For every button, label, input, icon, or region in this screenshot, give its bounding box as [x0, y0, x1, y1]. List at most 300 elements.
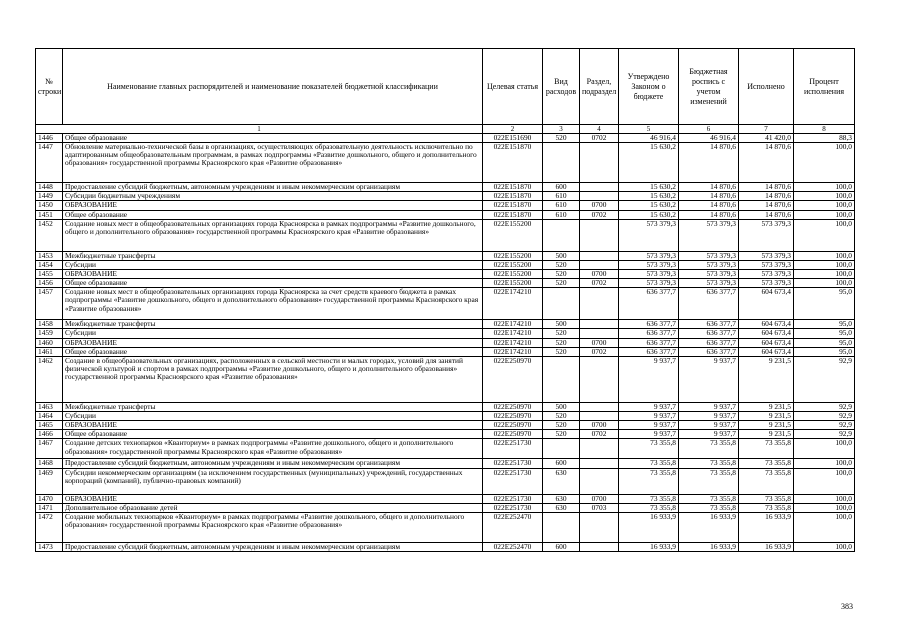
row-percent: 92,9	[794, 430, 855, 439]
row-percent: 92,9	[794, 402, 855, 411]
row-schedule: 73 355,8	[679, 494, 739, 503]
row-name: Межбюджетные трансферты	[63, 251, 483, 260]
row-number: 1472	[36, 512, 63, 542]
row-section: 0702	[580, 134, 619, 143]
header-percent: Процент исполнения	[794, 49, 855, 125]
row-number: 1446	[36, 134, 63, 143]
row-target-article: 022E151870	[483, 192, 543, 201]
table-row	[36, 320, 855, 329]
row-percent: 100,0	[794, 210, 855, 219]
header-name: Наименование главных распорядителей и наименование показателей бюджетной классификации	[63, 49, 483, 125]
row-number: 1467	[36, 439, 63, 459]
table-row	[36, 503, 855, 512]
row-executed: 573 379,3	[739, 251, 794, 260]
row-percent: 100,0	[794, 542, 855, 551]
row-target-article: 022E251730	[483, 439, 543, 459]
row-expense-type: 500	[543, 402, 580, 411]
column-number: 6	[679, 125, 739, 134]
row-target-article: 022E155200	[483, 251, 543, 260]
row-name: ОБРАЗОВАНИЕ	[63, 269, 483, 278]
row-approved: 636 377,7	[619, 288, 679, 320]
row-expense-type	[543, 143, 580, 183]
row-percent: 100,0	[794, 260, 855, 269]
column-number: 5	[619, 125, 679, 134]
table-row	[36, 356, 855, 402]
row-expense-type: 520	[543, 338, 580, 347]
row-name: Дополнительное образование детей	[63, 503, 483, 512]
row-percent: 100,0	[794, 143, 855, 183]
table-row	[36, 494, 855, 503]
row-number: 1457	[36, 288, 63, 320]
row-percent: 100,0	[794, 269, 855, 278]
row-percent: 92,9	[794, 411, 855, 420]
row-name: Создание мобильных технопарков «Кванториум» в рамках подпрограммы «Развитие дошкольного, общего и дополнительного образования» государственной программы Красноярского края «Развитие образования»	[63, 512, 483, 542]
table-row	[36, 210, 855, 219]
row-approved: 73 355,8	[619, 494, 679, 503]
page-number: 383	[841, 602, 853, 611]
row-executed: 573 379,3	[739, 260, 794, 269]
row-approved: 16 933,9	[619, 512, 679, 542]
row-expense-type: 520	[543, 329, 580, 338]
row-percent: 100,0	[794, 439, 855, 459]
row-executed: 73 355,8	[739, 468, 794, 494]
row-approved: 15 630,2	[619, 143, 679, 183]
column-number: 1	[36, 125, 483, 134]
row-section: 0702	[580, 347, 619, 356]
row-name: Субсидии некоммерческим организациям (за исключением государственных (муниципальных) учреждений, государственных корпораций (компаний), публично-правовых компаний)	[63, 468, 483, 494]
table-row	[36, 468, 855, 494]
row-target-article: 022E151870	[483, 183, 543, 192]
row-percent: 100,0	[794, 459, 855, 468]
row-section: 0700	[580, 269, 619, 278]
row-percent: 92,9	[794, 356, 855, 402]
row-approved: 46 916,4	[619, 134, 679, 143]
row-percent: 100,0	[794, 201, 855, 210]
row-number: 1471	[36, 503, 63, 512]
row-schedule: 636 377,7	[679, 288, 739, 320]
row-percent: 95,0	[794, 288, 855, 320]
row-section	[580, 219, 619, 251]
row-name: ОБРАЗОВАНИЕ	[63, 421, 483, 430]
row-approved: 9 937,7	[619, 421, 679, 430]
row-approved: 636 377,7	[619, 338, 679, 347]
row-section	[580, 329, 619, 338]
row-executed: 16 933,9	[739, 512, 794, 542]
row-executed: 73 355,8	[739, 459, 794, 468]
row-percent: 100,0	[794, 192, 855, 201]
row-number: 1466	[36, 430, 63, 439]
table-row	[36, 542, 855, 551]
row-schedule: 9 937,7	[679, 411, 739, 420]
row-schedule: 14 870,6	[679, 210, 739, 219]
row-section: 0703	[580, 503, 619, 512]
row-number: 1473	[36, 542, 63, 551]
table-row	[36, 338, 855, 347]
row-executed: 73 355,8	[739, 439, 794, 459]
row-executed: 14 870,6	[739, 192, 794, 201]
table-row	[36, 288, 855, 320]
table-row	[36, 260, 855, 269]
row-executed: 14 870,6	[739, 183, 794, 192]
table-row	[36, 269, 855, 278]
row-number: 1465	[36, 421, 63, 430]
row-schedule: 73 355,8	[679, 459, 739, 468]
row-section	[580, 542, 619, 551]
table-row	[36, 439, 855, 459]
table-row	[36, 201, 855, 210]
row-expense-type: 600	[543, 183, 580, 192]
row-executed: 573 379,3	[739, 219, 794, 251]
row-section	[580, 468, 619, 494]
table-row	[36, 347, 855, 356]
row-schedule: 9 937,7	[679, 421, 739, 430]
row-approved: 73 355,8	[619, 459, 679, 468]
row-section	[580, 260, 619, 269]
row-expense-type: 520	[543, 279, 580, 288]
row-expense-type: 610	[543, 192, 580, 201]
row-number: 1451	[36, 210, 63, 219]
table-row	[36, 183, 855, 192]
row-number: 1449	[36, 192, 63, 201]
row-executed: 14 870,6	[739, 143, 794, 183]
row-section	[580, 192, 619, 201]
row-number: 1468	[36, 459, 63, 468]
table-row	[36, 402, 855, 411]
row-expense-type	[543, 356, 580, 402]
row-section	[580, 512, 619, 542]
row-name: Общее образование	[63, 430, 483, 439]
row-percent: 100,0	[794, 494, 855, 503]
row-expense-type: 630	[543, 494, 580, 503]
row-approved: 16 933,9	[619, 542, 679, 551]
row-percent: 100,0	[794, 183, 855, 192]
row-section: 0700	[580, 201, 619, 210]
row-approved: 73 355,8	[619, 503, 679, 512]
row-schedule: 14 870,6	[679, 192, 739, 201]
row-expense-type: 600	[543, 542, 580, 551]
row-executed: 9 231,5	[739, 402, 794, 411]
row-name: ОБРАЗОВАНИЕ	[63, 494, 483, 503]
row-name: Субсидии бюджетным учреждениям	[63, 192, 483, 201]
row-name: Создание новых мест в общеобразовательных организациях города Красноярска за счет средств краевого бюджета в рамках подпрограммы «Развитие дошкольного, общего и дополнительного образования» государственной программы Красноярского края «Развитие образования»	[63, 288, 483, 320]
row-number: 1470	[36, 494, 63, 503]
row-target-article: 022E251730	[483, 503, 543, 512]
row-expense-type	[543, 439, 580, 459]
row-schedule: 9 937,7	[679, 402, 739, 411]
row-approved: 573 379,3	[619, 269, 679, 278]
row-target-article: 022E155200	[483, 269, 543, 278]
row-section: 0702	[580, 210, 619, 219]
row-target-article: 022E174210	[483, 347, 543, 356]
row-number: 1455	[36, 269, 63, 278]
row-number: 1453	[36, 251, 63, 260]
row-expense-type	[543, 219, 580, 251]
row-percent: 100,0	[794, 219, 855, 251]
row-name: ОБРАЗОВАНИЕ	[63, 338, 483, 347]
column-number: 2	[483, 125, 543, 134]
row-target-article: 022E252470	[483, 542, 543, 551]
row-schedule: 636 377,7	[679, 347, 739, 356]
row-schedule: 14 870,6	[679, 183, 739, 192]
row-expense-type: 610	[543, 210, 580, 219]
table-body	[36, 134, 855, 552]
row-number: 1447	[36, 143, 63, 183]
row-expense-type: 520	[543, 260, 580, 269]
row-expense-type: 520	[543, 421, 580, 430]
table-row	[36, 329, 855, 338]
row-schedule: 9 937,7	[679, 430, 739, 439]
row-schedule: 573 379,3	[679, 251, 739, 260]
row-percent: 100,0	[794, 512, 855, 542]
row-target-article: 022E251730	[483, 494, 543, 503]
row-target-article: 022E251730	[483, 459, 543, 468]
row-percent: 95,0	[794, 338, 855, 347]
column-number: 7	[739, 125, 794, 134]
header-vid: Вид расходов	[543, 49, 580, 125]
row-target-article: 022E174210	[483, 338, 543, 347]
row-schedule: 73 355,8	[679, 468, 739, 494]
row-approved: 15 630,2	[619, 201, 679, 210]
row-executed: 9 231,5	[739, 421, 794, 430]
row-approved: 573 379,3	[619, 260, 679, 269]
table-row	[36, 192, 855, 201]
row-executed: 604 673,4	[739, 288, 794, 320]
row-target-article: 022E250970	[483, 421, 543, 430]
row-expense-type: 520	[543, 430, 580, 439]
header-executed: Исполнено	[739, 49, 794, 125]
column-number: 4	[580, 125, 619, 134]
row-executed: 41 420,0	[739, 134, 794, 143]
row-number: 1462	[36, 356, 63, 402]
row-target-article: 022E151870	[483, 210, 543, 219]
row-number: 1460	[36, 338, 63, 347]
row-number: 1456	[36, 279, 63, 288]
row-percent: 100,0	[794, 468, 855, 494]
table-row	[36, 219, 855, 251]
row-approved: 9 937,7	[619, 402, 679, 411]
row-section: 0700	[580, 421, 619, 430]
row-section: 0700	[580, 338, 619, 347]
row-executed: 604 673,4	[739, 329, 794, 338]
row-schedule: 46 916,4	[679, 134, 739, 143]
row-target-article: 022E174210	[483, 288, 543, 320]
row-section	[580, 143, 619, 183]
row-target-article: 022E151690	[483, 134, 543, 143]
row-schedule: 636 377,7	[679, 338, 739, 347]
header-row-no: № строки	[36, 49, 63, 125]
row-executed: 604 673,4	[739, 347, 794, 356]
row-executed: 573 379,3	[739, 279, 794, 288]
row-section	[580, 439, 619, 459]
row-expense-type: 520	[543, 411, 580, 420]
table-header	[36, 49, 855, 134]
row-approved: 573 379,3	[619, 219, 679, 251]
column-number-row	[36, 125, 855, 134]
row-number: 1448	[36, 183, 63, 192]
row-schedule: 573 379,3	[679, 219, 739, 251]
row-expense-type: 500	[543, 251, 580, 260]
row-name: Предоставление субсидий бюджетным, автономным учреждениям и иным некоммерческим организациям	[63, 542, 483, 551]
header-section: Раздел, подраздел	[580, 49, 619, 125]
row-number: 1469	[36, 468, 63, 494]
row-expense-type: 520	[543, 134, 580, 143]
row-name: Предоставление субсидий бюджетным, автономным учреждениям и иным некоммерческим организациям	[63, 183, 483, 192]
row-section: 0702	[580, 430, 619, 439]
row-section	[580, 251, 619, 260]
row-target-article: 022E174210	[483, 320, 543, 329]
row-schedule: 73 355,8	[679, 439, 739, 459]
row-target-article: 022E250970	[483, 356, 543, 402]
row-name: Общее образование	[63, 134, 483, 143]
row-target-article: 022E174210	[483, 329, 543, 338]
row-section	[580, 356, 619, 402]
row-approved: 73 355,8	[619, 468, 679, 494]
row-number: 1461	[36, 347, 63, 356]
row-number: 1450	[36, 201, 63, 210]
row-name: Субсидии	[63, 260, 483, 269]
row-name: Субсидии	[63, 329, 483, 338]
table-row	[36, 512, 855, 542]
row-approved: 15 630,2	[619, 192, 679, 201]
row-number: 1463	[36, 402, 63, 411]
row-schedule: 573 379,3	[679, 279, 739, 288]
row-percent: 88,3	[794, 134, 855, 143]
row-name: Создание новых мест в общеобразовательных организациях города Красноярска в рамках подпрограммы «Развитие дошкольного, общего и дополнительного образования» государственной программы Красноярского края «Развитие образования»	[63, 219, 483, 251]
row-schedule: 16 933,9	[679, 542, 739, 551]
row-expense-type: 600	[543, 459, 580, 468]
row-executed: 604 673,4	[739, 338, 794, 347]
row-target-article: 022E155200	[483, 260, 543, 269]
row-schedule: 573 379,3	[679, 269, 739, 278]
row-expense-type: 630	[543, 503, 580, 512]
row-target-article: 022E250970	[483, 411, 543, 420]
row-target-article: 022E155200	[483, 279, 543, 288]
row-schedule: 16 933,9	[679, 512, 739, 542]
row-executed: 14 870,6	[739, 201, 794, 210]
row-approved: 636 377,7	[619, 347, 679, 356]
row-name: Межбюджетные трансферты	[63, 320, 483, 329]
column-number: 8	[794, 125, 855, 134]
row-expense-type: 630	[543, 468, 580, 494]
row-approved: 15 630,2	[619, 210, 679, 219]
row-executed: 9 231,5	[739, 430, 794, 439]
row-approved: 636 377,7	[619, 329, 679, 338]
row-approved: 9 937,7	[619, 430, 679, 439]
row-expense-type: 520	[543, 269, 580, 278]
row-section	[580, 183, 619, 192]
row-section	[580, 411, 619, 420]
row-executed: 604 673,4	[739, 320, 794, 329]
row-schedule: 636 377,7	[679, 320, 739, 329]
row-target-article: 022E151870	[483, 143, 543, 183]
row-schedule: 636 377,7	[679, 329, 739, 338]
row-section	[580, 402, 619, 411]
row-percent: 100,0	[794, 251, 855, 260]
row-schedule: 573 379,3	[679, 260, 739, 269]
row-executed: 16 933,9	[739, 542, 794, 551]
row-percent: 95,0	[794, 329, 855, 338]
row-target-article: 022E151870	[483, 201, 543, 210]
row-executed: 14 870,6	[739, 210, 794, 219]
row-executed: 73 355,8	[739, 503, 794, 512]
row-number: 1452	[36, 219, 63, 251]
table-row	[36, 430, 855, 439]
header-target: Целевая статья	[483, 49, 543, 125]
row-name: Субсидии	[63, 411, 483, 420]
row-expense-type	[543, 288, 580, 320]
row-percent: 100,0	[794, 503, 855, 512]
header-schedule: Бюджетная роспись с учетом изменений	[679, 49, 739, 125]
row-expense-type: 520	[543, 347, 580, 356]
table-row	[36, 251, 855, 260]
table-row	[36, 143, 855, 183]
row-name: Предоставление субсидий бюджетным, автономным учреждениям и иным некоммерческим организациям	[63, 459, 483, 468]
row-expense-type: 610	[543, 201, 580, 210]
row-name: Обновление материально-технической базы в организациях, осуществляющих образовательную деятельность исключительно по адаптированным общеобразовательным программам, в рамках подпрограммы «Развитие дошкольного, общего и дополнительного образования» государственной программы Красноярского края «Развитие образования»	[63, 143, 483, 183]
row-target-article: 022E250970	[483, 430, 543, 439]
row-name: Межбюджетные трансферты	[63, 402, 483, 411]
row-executed: 73 355,8	[739, 494, 794, 503]
row-approved: 573 379,3	[619, 251, 679, 260]
row-section	[580, 320, 619, 329]
row-percent: 95,0	[794, 320, 855, 329]
row-approved: 636 377,7	[619, 320, 679, 329]
table-row	[36, 279, 855, 288]
budget-table	[35, 48, 855, 552]
row-schedule: 14 870,6	[679, 143, 739, 183]
row-name: Создание в общеобразовательных организациях, расположенных в сельской местности и малых городах, условий для занятий физической культурой и спортом в рамках подпрограммы «Развитие дошкольного, общего и дополнительного образования» государственной программы Красноярского края «Развитие образования»	[63, 356, 483, 402]
row-number: 1459	[36, 329, 63, 338]
row-approved: 9 937,7	[619, 411, 679, 420]
table-row	[36, 134, 855, 143]
row-name: Создание детских технопарков «Кванториум» в рамках подпрограммы «Развитие дошкольного, общего и дополнительного образования» государственной программы Красноярского края «Развитие образования»	[63, 439, 483, 459]
row-number: 1454	[36, 260, 63, 269]
row-percent: 92,9	[794, 421, 855, 430]
row-target-article: 022E251730	[483, 468, 543, 494]
row-target-article: 022E250970	[483, 402, 543, 411]
row-executed: 9 231,5	[739, 411, 794, 420]
row-name: Общее образование	[63, 279, 483, 288]
row-approved: 15 630,2	[619, 183, 679, 192]
row-percent: 95,0	[794, 347, 855, 356]
header-approved: Утверждено Законом о бюджете	[619, 49, 679, 125]
row-schedule: 73 355,8	[679, 503, 739, 512]
row-target-article: 022E155200	[483, 219, 543, 251]
row-approved: 73 355,8	[619, 439, 679, 459]
row-percent: 100,0	[794, 279, 855, 288]
row-approved: 9 937,7	[619, 356, 679, 402]
row-section: 0700	[580, 494, 619, 503]
row-approved: 573 379,3	[619, 279, 679, 288]
table-row	[36, 421, 855, 430]
row-name: Общее образование	[63, 347, 483, 356]
row-section: 0702	[580, 279, 619, 288]
row-executed: 573 379,3	[739, 269, 794, 278]
row-section	[580, 459, 619, 468]
table-row	[36, 459, 855, 468]
row-schedule: 14 870,6	[679, 201, 739, 210]
row-section	[580, 288, 619, 320]
column-number: 3	[543, 125, 580, 134]
table-row	[36, 411, 855, 420]
row-expense-type: 500	[543, 320, 580, 329]
row-expense-type	[543, 512, 580, 542]
row-number: 1458	[36, 320, 63, 329]
row-name: Общее образование	[63, 210, 483, 219]
row-number: 1464	[36, 411, 63, 420]
row-target-article: 022E252470	[483, 512, 543, 542]
row-executed: 9 231,5	[739, 356, 794, 402]
